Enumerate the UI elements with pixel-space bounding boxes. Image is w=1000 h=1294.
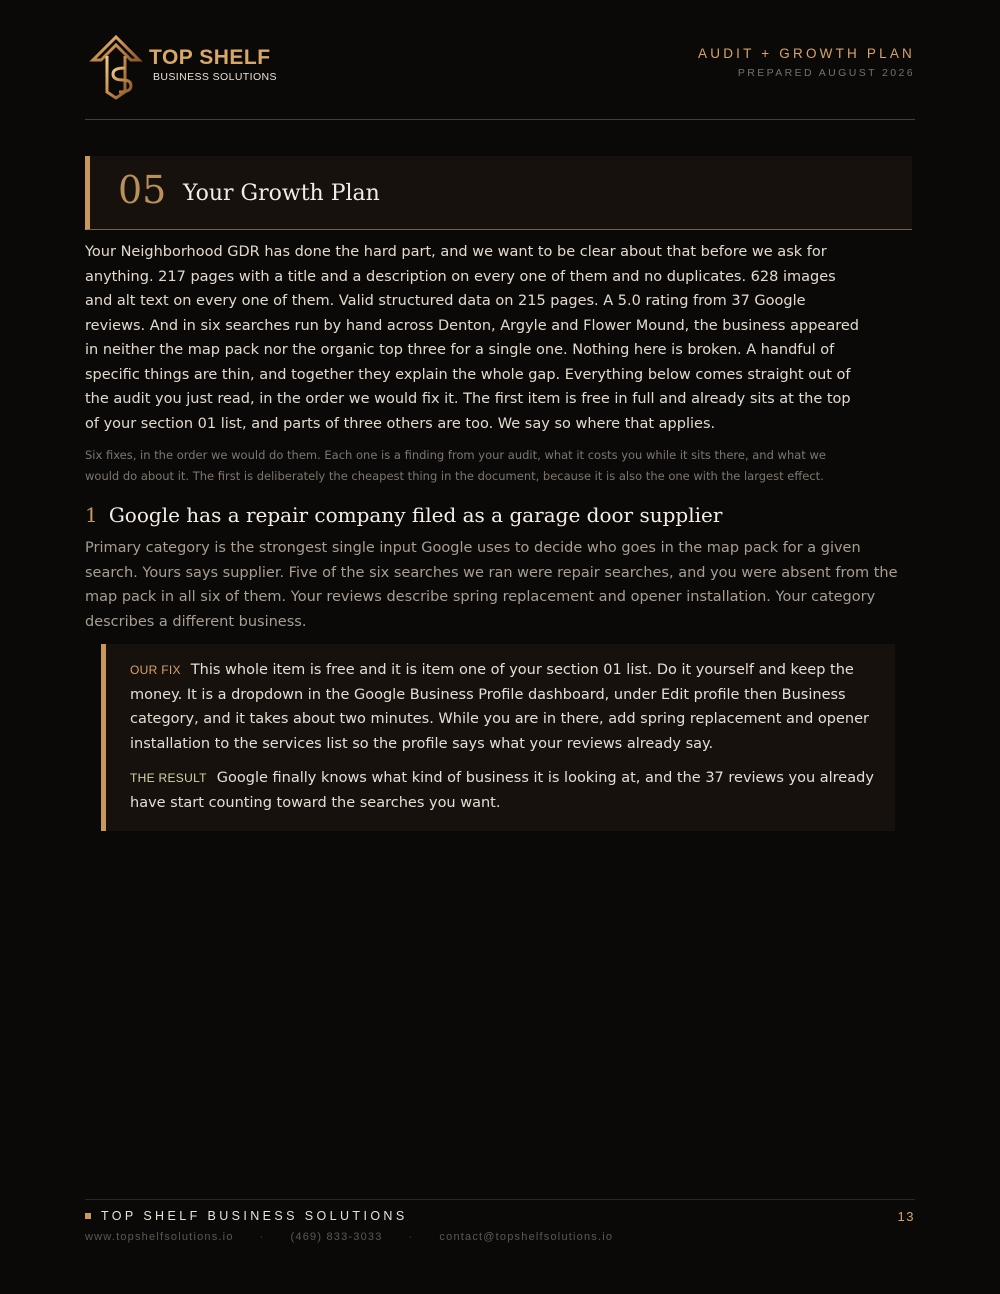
ts-monogram-icon xyxy=(87,34,145,100)
fix-paragraph xyxy=(130,658,880,756)
result-label: THE RESULT xyxy=(130,771,207,785)
logo-title: TOP SHELF xyxy=(149,46,271,69)
item-heading xyxy=(85,503,722,527)
logo-subtitle: BUSINESS SOLUTIONS xyxy=(153,71,277,83)
fix-label: OUR FIX xyxy=(130,663,181,677)
footer-phone[interactable]: (469) 833-3033 xyxy=(290,1231,383,1243)
logo xyxy=(87,34,287,100)
footer-contacts xyxy=(85,1231,613,1243)
footer-separator: · xyxy=(259,1231,265,1243)
section-title: Your Growth Plan xyxy=(183,181,380,206)
page-number: 13 xyxy=(897,1209,915,1224)
result-text: Google finally knows what kind of business it is looking at, and the 37 reviews you already have start counting toward the searches you want. xyxy=(130,770,874,811)
document-date: PREPARED AUGUST 2026 xyxy=(737,67,915,79)
header-divider xyxy=(85,119,915,120)
page-header xyxy=(85,34,915,104)
footer-brand-text: TOP SHELF BUSINESS SOLUTIONS xyxy=(101,1209,408,1223)
section-number: 05 xyxy=(118,168,167,212)
footer-separator: · xyxy=(408,1231,414,1243)
item-number: 1 xyxy=(85,503,98,527)
fix-callout xyxy=(101,644,895,831)
document-title: AUDIT + GROWTH PLAN xyxy=(698,46,915,61)
intro-paragraph: Your Neighborhood GDR has done the hard part, and we want to be clear about that before we ask for anything. 217 pages with a title and a description on every one of them and no duplicates. 628 images and alt text on every one of them. Valid structured data on 215 pages. A 5.0 rating from 37 Google reviews. And in six searches run by hand across Denton, Argyle and Flower Mound, the business appeared in neither the map pack nor the organic top three for a single one. Nothing here is broken. A handful of specific things are thin, and together they explain the whole gap. Everything below comes straight out of the audit you just read, in the order we would fix it. The first item is free in full and already sits at the top of your section 01 list, and parts of three others are too. We say so where that applies. xyxy=(85,244,859,432)
footer-website[interactable]: www.topshelfsolutions.io xyxy=(85,1231,234,1243)
intro-note: Six fixes, in the order we would do them. Each one is a finding from your audit, what it costs you while it sits there, and what we would do about it. The first is deliberately the cheapest thing in the document, because it is also the one with the largest effect. xyxy=(85,448,826,483)
result-paragraph xyxy=(130,766,880,815)
footer-email[interactable]: contact@topshelfsolutions.io xyxy=(439,1231,614,1243)
footer-brand xyxy=(85,1209,408,1223)
section-heading xyxy=(85,156,912,230)
square-bullet-icon xyxy=(85,1213,91,1219)
item-description: Primary category is the strongest single input Google uses to decide who goes in the map pack for a given search. Yours says supplier. Five of the six searches we ran were repair searches, and you were absent from the map pack in all six of them. Your reviews describe spring replacement and opener installation. Your category describes a different business. xyxy=(85,540,898,630)
item-title: Google has a repair company filed as a garage door supplier xyxy=(108,503,723,527)
fix-text: This whole item is free and it is item one of your section 01 list. Do it yourself and keep the money. It is a dropdown in the Google Business Profile dashboard, under Edit profile then Business category, and it takes about two minutes. While you are in there, add spring replacement and opener installation to the services list so the profile says what your reviews already say. xyxy=(130,662,869,752)
footer-divider xyxy=(85,1199,915,1200)
